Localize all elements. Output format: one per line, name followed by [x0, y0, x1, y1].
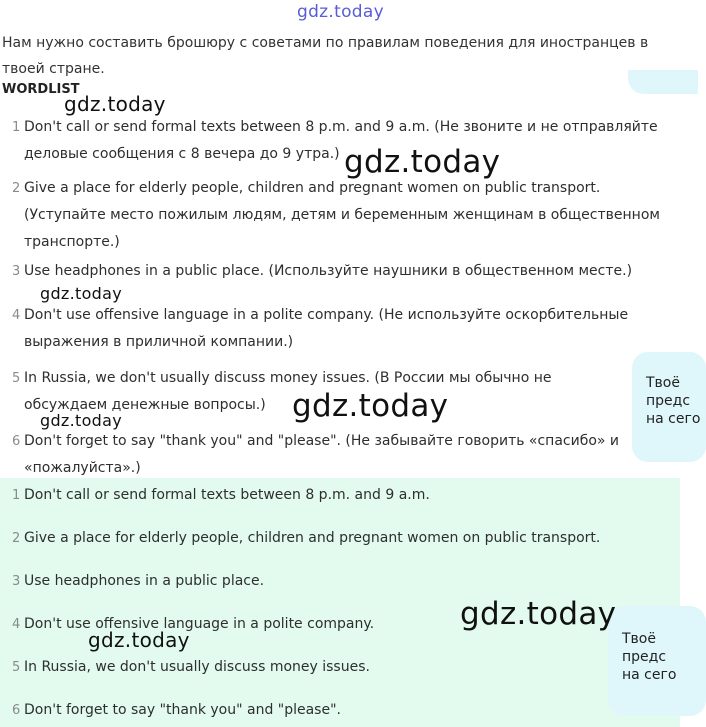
- watermark: gdz.today: [297, 2, 384, 22]
- list-item: 2 Give a place for elderly people, children and pregnant women on public transport. (Уступайте место пожилым людям, детям и беременным женщинам в общественном транспорте.): [12, 180, 660, 250]
- list-item: 1 Don't call or send formal texts between 8 p.m. and 9 a.m.: [12, 487, 430, 503]
- popup-line: на сего: [646, 411, 701, 427]
- watermark: gdz.today: [64, 92, 166, 116]
- list-item: 4 Don't use offensive language in a polite company. (Не используйте оскорбительные выражения в приличной компании.): [12, 307, 629, 350]
- popup-line: Твоё: [622, 631, 656, 647]
- watermark: gdz.today: [344, 144, 501, 180]
- popup-line: предс: [622, 649, 667, 665]
- list-item: 6 Don't forget to say "thank you" and "please".: [12, 702, 341, 718]
- popup-line: Твоё: [646, 375, 680, 391]
- task-description: Нам нужно составить брошюру с советами по правилам поведения для иностранцев в твоей стране.: [2, 35, 649, 77]
- list-item: 4 Don't use offensive language in a polite company.: [12, 616, 375, 632]
- wordlist-heading: WORDLIST: [2, 82, 80, 97]
- list-item: 5 In Russia, we don't usually discuss money issues.: [12, 659, 370, 675]
- popup-bubble[interactable]: [608, 606, 706, 716]
- list-item: 3 Use headphones in a public place. (Используйте наушники в общественном месте.): [12, 263, 633, 279]
- list-item: 1 Don't call or send formal texts between 8 p.m. and 9 a.m. (Не звоните и не отправляйте деловые сообщения с 8 вечера до 9 утра.): [12, 119, 658, 162]
- popup-line: на сего: [622, 667, 677, 683]
- watermark: gdz.today: [460, 596, 617, 632]
- watermark: gdz.today: [40, 284, 122, 303]
- list-item: 6 Don't forget to say "thank you" and "please". (Не забывайте говорить «спасибо» и «пожалуйста».): [12, 433, 620, 476]
- list-item: 3 Use headphones in a public place.: [12, 573, 265, 589]
- list-item: 5 In Russia, we don't usually discuss money issues. (В России мы обычно не обсуждаем денежные вопросы.): [12, 370, 552, 413]
- popup-bubble[interactable]: [632, 352, 706, 462]
- list-item: 2 Give a place for elderly people, children and pregnant women on public transport.: [12, 530, 601, 546]
- watermark: gdz.today: [88, 628, 190, 652]
- popup-line: предс: [646, 393, 691, 409]
- watermark: gdz.today: [292, 388, 449, 424]
- watermark: gdz.today: [40, 411, 122, 430]
